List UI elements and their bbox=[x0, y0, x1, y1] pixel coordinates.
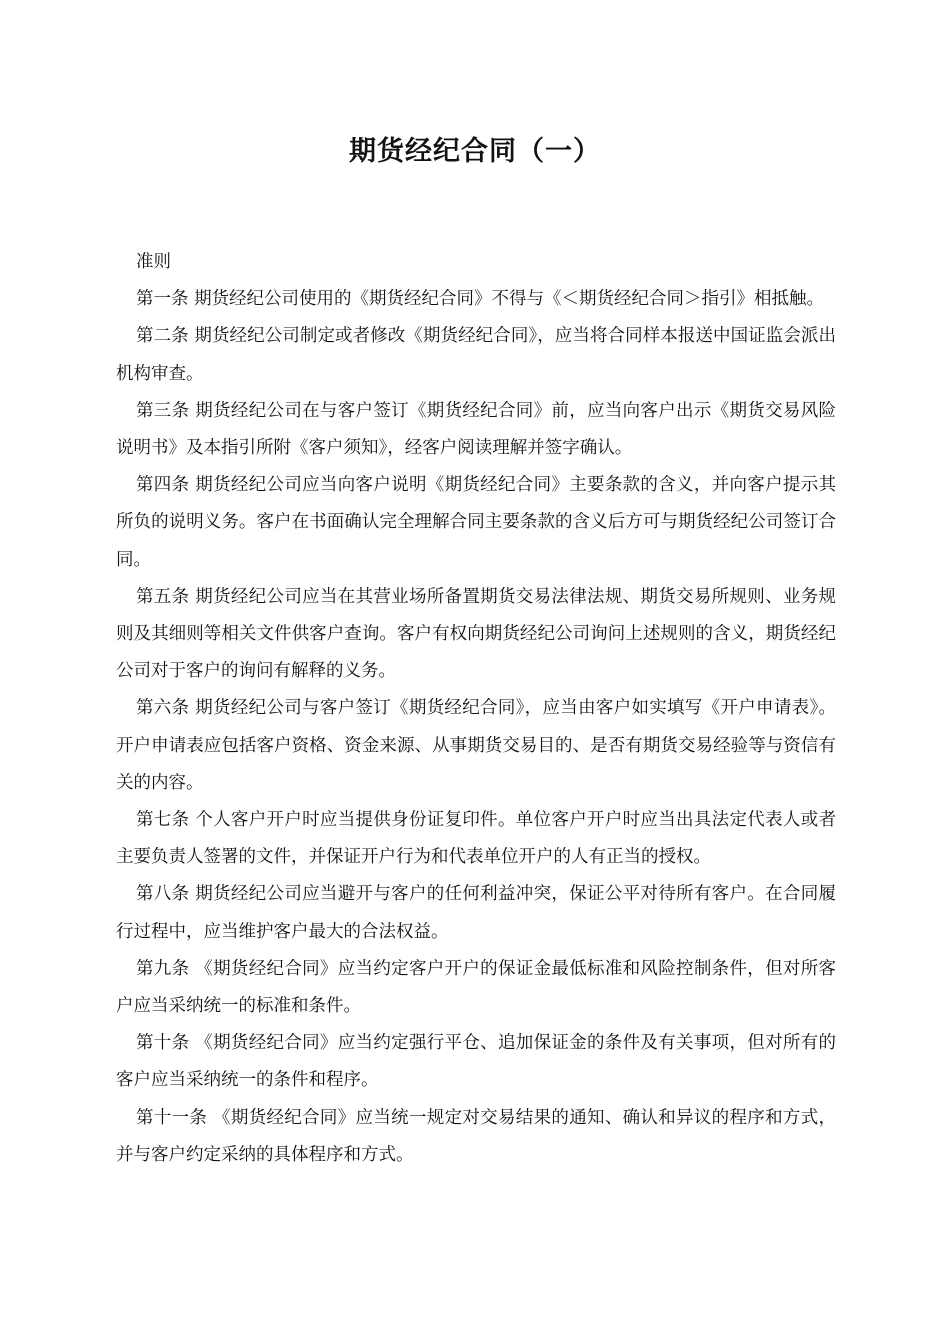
article-9: 第九条 《期货经纪合同》应当约定客户开户的保证金最低标准和风险控制条件，但对所客户应当采纳统一的标准和条件。 bbox=[116, 958, 836, 1017]
section-heading-principles: 准则 bbox=[136, 252, 171, 272]
document-body bbox=[116, 244, 836, 1174]
article-8: 第八条 期货经纪公司应当避开与客户的任何利益冲突，保证公平对待所有客户。在合同履行过程中，应当维护客户最大的合法权益。 bbox=[116, 884, 836, 942]
article-3: 第三条 期货经纪公司在与客户签订《期货经纪合同》前，应当向客户出示《期货交易风险说明书》及本指引所附《客户须知》，经客户阅读理解并签字确认。 bbox=[116, 400, 836, 459]
article-6: 第六条 期货经纪公司与客户签订《期货经纪合同》，应当由客户如实填写《开户申请表》。开户申请表应包括客户资格、资金来源、从事期货交易目的、是否有期货交易经验等与资信有关的内容。 bbox=[116, 698, 836, 793]
article-2: 第二条 期货经纪公司制定或者修改《期货经纪合同》，应当将合同样本报送中国证监会派出机构审查。 bbox=[116, 326, 836, 384]
article-4: 第四条 期货经纪公司应当向客户说明《期货经纪合同》主要条款的含义，并向客户提示其所负的说明义务。客户在书面确认完全理解合同主要条款的含义后方可与期货经纪公司签订合同。 bbox=[116, 475, 836, 570]
article-10: 第十条 《期货经纪合同》应当约定强行平仓、追加保证金的条件及有关事项，但对所有的客户应当采纳统一的条件和程序。 bbox=[116, 1033, 836, 1091]
article-7: 第七条 个人客户开户时应当提供身份证复印件。单位客户开户时应当出具法定代表人或者主要负责人签署的文件，并保证开户行为和代表单位开户的人有正当的授权。 bbox=[116, 810, 836, 868]
article-5: 第五条 期货经纪公司应当在其营业场所备置期货交易法律法规、期货交易所规则、业务规则及其细则等相关文件供客户查询。客户有权向期货经纪公司询问上述规则的含义，期货经纪公司对于客户的询问有解释的义务。 bbox=[116, 586, 836, 682]
document-title: 期货经纪合同（一） bbox=[349, 136, 601, 167]
article-1: 第一条 期货经纪公司使用的《期货经纪合同》不得与《＜期货经纪合同＞指引》相抵触。 bbox=[136, 289, 825, 310]
article-11: 第十一条 《期货经纪合同》应当统一规定对交易结果的通知、确认和异议的程序和方式，并与客户约定采纳的具体程序和方式。 bbox=[116, 1107, 836, 1165]
